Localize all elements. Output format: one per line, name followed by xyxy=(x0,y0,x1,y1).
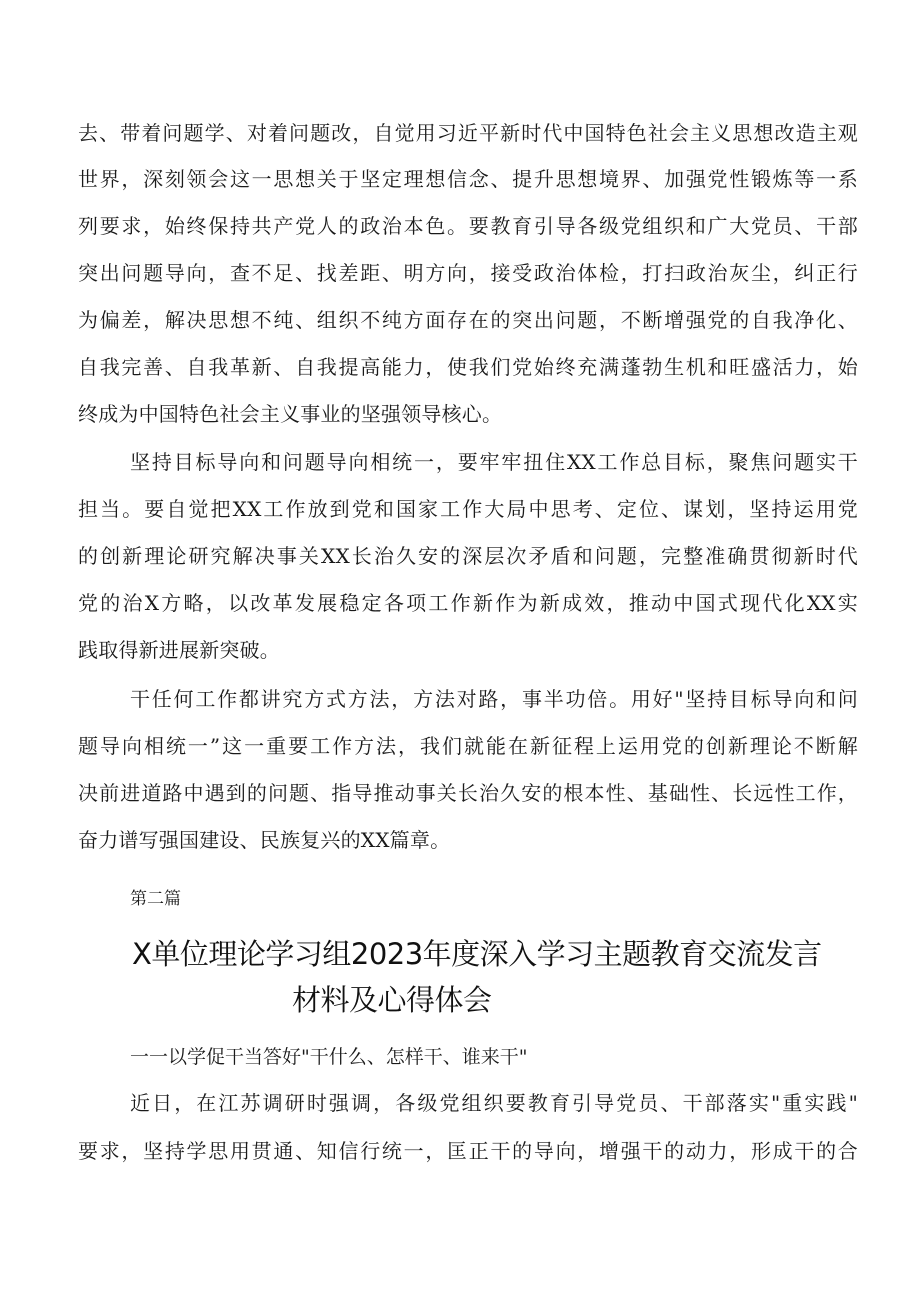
document-title-line-1: X单位理论学习组2023年度深入学习主题教育交流发言 xyxy=(132,937,822,971)
paragraph-3-line-4: 奋力谱写强国建设、民族复兴的XX篇章。 xyxy=(78,828,451,852)
document-title-line-2: 材料及心得体会 xyxy=(292,983,492,1017)
paragraph-1-line-2: 世界，深刻领会这一思想关于坚定理想信念、提升思想境界、加强党性锻炼等一系 xyxy=(78,167,858,191)
paragraph-1-line-4: 突出问题导向，查不足、找差距、明方向，接受政治体检，打扫政治灰尘，纠正行 xyxy=(78,261,858,285)
paragraph-3-line-2: 题导向相统一”这一重要工作方法，我们就能在新征程上运用党的创新理论不断解 xyxy=(78,734,858,758)
paragraph-2-line-4: 党的治X方略，以改革发展稳定各项工作新作为新成效，推动中国式现代化XX实 xyxy=(78,591,858,615)
paragraph-1-line-7: 终成为中国特色社会主义事业的坚强领导核心。 xyxy=(78,402,503,426)
section-label: 第二篇 xyxy=(130,889,181,909)
paragraph-4-line-1: 近日，在江苏调研时强调，各级党组织要教育引导党员、干部落实"重实践" xyxy=(130,1091,858,1115)
document-subtitle: 一一以学促干当答好"干什么、怎样干、谁来干" xyxy=(130,1046,528,1068)
paragraph-4-line-2: 要求，坚持学思用贯通、知信行统一，匡正干的导向，增强干的动力，形成干的合 xyxy=(78,1139,858,1163)
paragraph-2-line-2: 担当。要自觉把XX工作放到党和国家工作大局中思考、定位、谋划，坚持运用党 xyxy=(78,497,858,521)
paragraph-2-line-1: 坚持目标导向和问题导向相统一，要牢牢扭住XX工作总目标，聚焦问题实干 xyxy=(130,450,858,474)
paragraph-1-line-1: 去、带着问题学、对着问题改，自觉用习近平新时代中国特色社会主义思想改造主观 xyxy=(78,121,858,145)
paragraph-1-line-5: 为偏差，解决思想不纯、组织不纯方面存在的突出问题，不断增强党的自我净化、 xyxy=(78,308,858,332)
paragraph-2-line-5: 践取得新进展新突破。 xyxy=(78,638,280,662)
paragraph-3-line-1: 干任何工作都讲究方式方法，方法对路，事半功倍。用好"坚持目标导向和问 xyxy=(130,687,858,711)
paragraph-3-line-3: 决前进道路中遇到的问题、指导推动事关长治久安的根本性、基础性、长远性工作， xyxy=(78,781,858,805)
paragraph-2-line-3: 的创新理论研究解决事关XX长治久安的深层次矛盾和问题，完整准确贯彻新时代 xyxy=(78,544,858,568)
paragraph-1-line-6: 自我完善、自我革新、自我提高能力，使我们党始终充满蓬勃生机和旺盛活力，始 xyxy=(78,355,858,379)
paragraph-1-line-3: 列要求，始终保持共产党人的政治本色。要教育引导各级党组织和广大党员、干部 xyxy=(78,214,858,238)
